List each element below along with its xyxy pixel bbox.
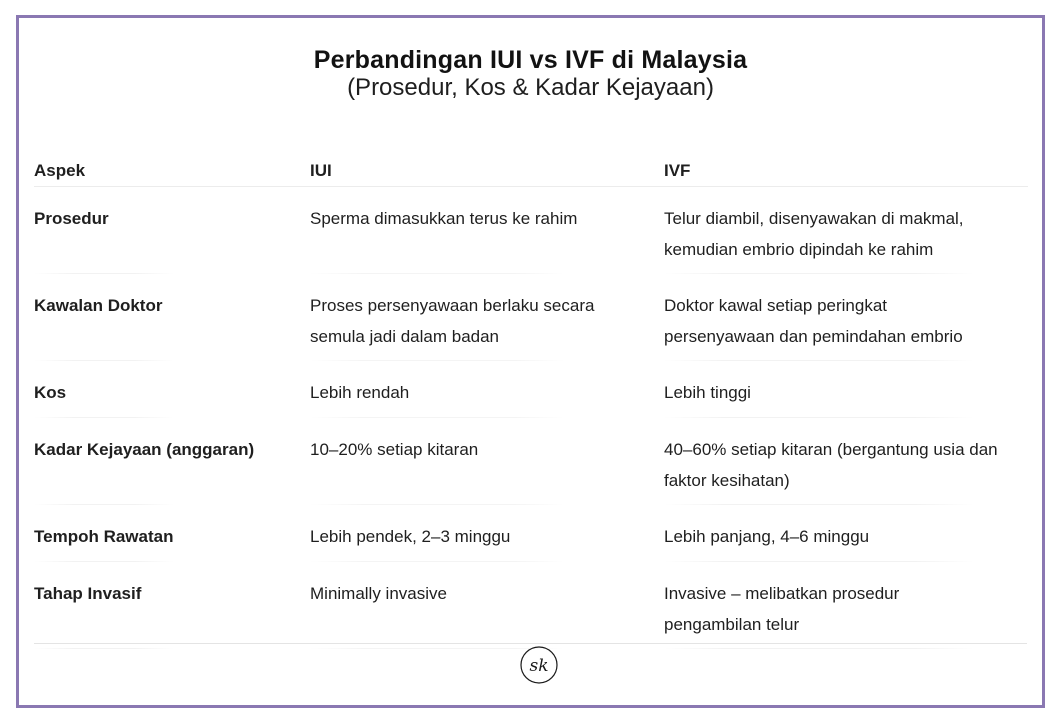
- ivf-cell: [664, 505, 1028, 552]
- cell-line: Minimally invasive: [310, 584, 447, 603]
- aspect-cell: Prosedur: [34, 209, 109, 228]
- cell-line: Lebih tinggi: [664, 383, 751, 402]
- table-row: [34, 187, 1028, 274]
- header-ivf: IVF: [664, 161, 691, 180]
- iui-cell: [310, 361, 664, 408]
- cell-line: Lebih panjang, 4–6 minggu: [664, 527, 870, 546]
- cell-line: Telur diambil, disenyawakan di makmal,: [664, 209, 964, 228]
- iui-cell: [310, 274, 664, 352]
- table-row: [34, 418, 1028, 505]
- logo-text: sk: [529, 656, 549, 676]
- iui-cell: [310, 187, 664, 234]
- ivf-cell: [664, 361, 1028, 408]
- iui-cell: [310, 505, 664, 552]
- aspect-cell: Kos: [34, 383, 67, 402]
- iui-cell: [310, 562, 664, 609]
- aspect-cell: Tahap Invasif: [34, 584, 142, 603]
- table-row: [34, 562, 1028, 649]
- cell-line: Lebih rendah: [310, 383, 410, 402]
- ivf-cell: [664, 274, 1028, 352]
- footer-divider: [34, 643, 1027, 644]
- aspect-cell: Tempoh Rawatan: [34, 527, 174, 546]
- table-row: [34, 361, 1028, 418]
- table-row: [34, 505, 1028, 562]
- ivf-cell: [664, 562, 1028, 640]
- cell-line: Sperma dimasukkan terus ke rahim: [310, 209, 578, 228]
- cell-line: 40–60% setiap kitaran (bergantung usia dan: [664, 440, 998, 459]
- page-subtitle: (Prosedur, Kos & Kadar Kejayaan): [347, 74, 714, 101]
- cell-line: Invasive – melibatkan prosedur: [664, 584, 900, 603]
- table-row: [34, 274, 1028, 361]
- cell-line: pengambilan telur: [664, 615, 800, 634]
- cell-line: 10–20% setiap kitaran: [310, 440, 479, 459]
- comparison-table: [34, 140, 1028, 649]
- page-title: Perbandingan IUI vs IVF di Malaysia: [313, 46, 748, 74]
- table-header-row: [34, 140, 1028, 187]
- cell-line: kemudian embrio dipindah ke rahim: [664, 240, 934, 259]
- cell-line: Proses persenyawaan berlaku secara: [310, 296, 595, 315]
- aspect-cell: Kadar Kejayaan (anggaran): [34, 440, 255, 459]
- sk-logo-icon: [519, 645, 559, 685]
- ivf-cell: [664, 418, 1028, 496]
- header-iui: IUI: [310, 161, 332, 180]
- cell-line: persenyawaan dan pemindahan embrio: [664, 327, 963, 346]
- cell-line: Lebih pendek, 2–3 minggu: [310, 527, 511, 546]
- cell-line: Doktor kawal setiap peringkat: [664, 296, 888, 315]
- iui-cell: [310, 418, 664, 465]
- cell-line: faktor kesihatan): [664, 471, 790, 490]
- ivf-cell: [664, 187, 1028, 265]
- cell-line: semula jadi dalam badan: [310, 327, 500, 346]
- aspect-cell: Kawalan Doktor: [34, 296, 163, 315]
- header-aspect: Aspek: [34, 161, 86, 180]
